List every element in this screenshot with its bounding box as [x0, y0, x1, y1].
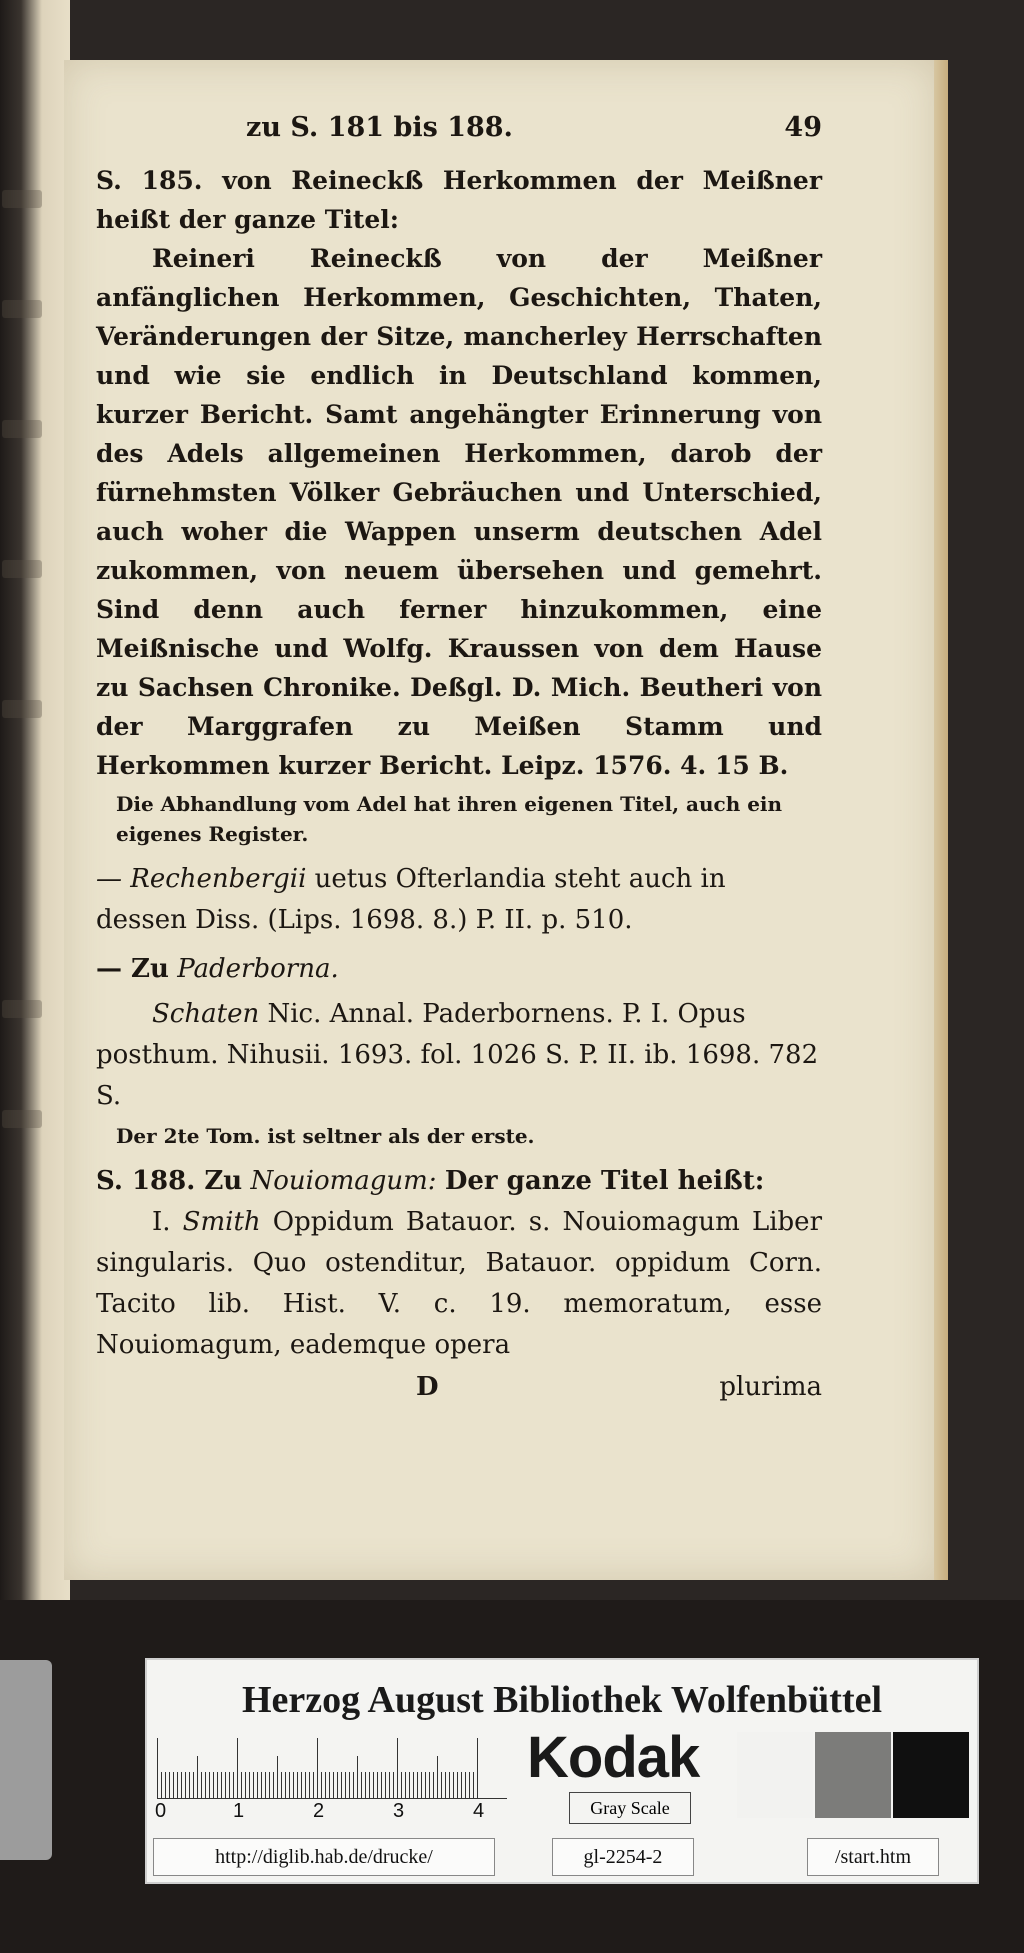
- ruler-tick: [321, 1772, 322, 1798]
- page-edge: [934, 60, 948, 1580]
- ruler-tick: [357, 1756, 358, 1798]
- place-name: Paderborna.: [177, 954, 339, 984]
- entry-prefix: S. 188. Zu: [96, 1166, 243, 1196]
- schaten-entry: [96, 994, 822, 1117]
- kodak-logo: Kodak: [527, 1725, 700, 1790]
- ruler-tick: [425, 1772, 426, 1798]
- ghost-text-mark: [2, 560, 42, 578]
- ruler-tick: [469, 1772, 470, 1798]
- ruler-tick: [413, 1772, 414, 1798]
- white-swatch: [737, 1732, 813, 1818]
- ruler-tick: [397, 1738, 398, 1798]
- catchword: plurima: [719, 1372, 822, 1402]
- ruler-tick: [185, 1772, 186, 1798]
- ruler-tick: [365, 1772, 366, 1798]
- ruler-tick: [229, 1772, 230, 1798]
- ruler-tick: [269, 1772, 270, 1798]
- ruler-tick: [261, 1772, 262, 1798]
- ruler-tick: [409, 1772, 410, 1798]
- calibration-card: [145, 1658, 979, 1884]
- ruler-tick: [333, 1772, 334, 1798]
- ruler-tick: [461, 1772, 462, 1798]
- ruler-tick: [349, 1772, 350, 1798]
- ghost-text-mark: [2, 700, 42, 718]
- ruler-tick: [445, 1772, 446, 1798]
- ruler-tick: [385, 1772, 386, 1798]
- ruler-tick: [281, 1772, 282, 1798]
- url-left: http://diglib.hab.de/drucke/: [153, 1838, 495, 1876]
- ruler-tick: [277, 1756, 278, 1798]
- ruler-tick: [265, 1772, 266, 1798]
- measurement-ruler: [155, 1732, 507, 1822]
- ruler-tick: [477, 1738, 478, 1798]
- ruler-tick: [305, 1772, 306, 1798]
- ghost-text-mark: [2, 1000, 42, 1018]
- title-paragraph: Reineri Reineckß von der Meißner anfänglichen Herkommen, Geschichten, Thaten, Veränderungen der Sitze, mancherley Herrschaften und wie sie endlich in Deutschland kommen, kurzer Bericht. Samt angehängter Erinnerung von des Adels allgemeinen Herkommen, darob der fürnehmsten Völker Gebräuchen und Unterschied, auch woher die Wappen unserm deutschen Adel zukommen, von neuem übersehen und gemehrt. Sind denn auch ferner hinzukommen, eine Meißnische und Wolfg. Kraussen von dem Hause zu Sachsen Chronike. Deßgl. D. Mich. Beutheri von der Marggrafen zu Meißen Stamm und Herkommen kurzer Bericht. Leipz. 1576. 4. 15 B.: [96, 244, 822, 780]
- ruler-tick: [273, 1772, 274, 1798]
- section-heading: S. 185. von Reineckß Herkommen der Meißner heißt der ganze Titel:: [96, 166, 822, 234]
- ruler-tick: [393, 1772, 394, 1798]
- ruler-tick: [169, 1772, 170, 1798]
- ruler-tick: [209, 1772, 210, 1798]
- page-text: [96, 112, 822, 1402]
- ruler-tick: [453, 1772, 454, 1798]
- ruler-tick: [313, 1772, 314, 1798]
- ruler-tick: [225, 1772, 226, 1798]
- ruler-tick: [193, 1772, 194, 1798]
- ruler-tick: [181, 1772, 182, 1798]
- ruler-tick: [345, 1772, 346, 1798]
- adjacent-page-strip: [0, 0, 70, 1640]
- ruler-tick: [233, 1772, 234, 1798]
- ruler-tick: [173, 1772, 174, 1798]
- ruler-tick: [197, 1756, 198, 1798]
- ruler-tick: [289, 1772, 290, 1798]
- footnote-adel: Die Abhandlung vom Adel hat ihren eigenen Titel, auch ein eigenes Register.: [116, 792, 783, 846]
- ruler-tick: [249, 1772, 250, 1798]
- ghost-text-mark: [2, 190, 42, 208]
- ruler-tick: [205, 1772, 206, 1798]
- ruler-tick: [309, 1772, 310, 1798]
- ghost-text-mark: [2, 420, 42, 438]
- ruler-tick: [217, 1772, 218, 1798]
- ruler-number: 4: [473, 1800, 485, 1822]
- author-name: — Rechenbergii: [96, 864, 307, 894]
- url-right: /start.htm: [807, 1838, 939, 1876]
- ruler-tick: [401, 1772, 402, 1798]
- ruler-tick: [245, 1772, 246, 1798]
- entry-prefix: — Zu: [96, 954, 169, 984]
- ruler-tick: [237, 1738, 238, 1798]
- running-head: zu S. 181 bis 188.: [246, 112, 513, 143]
- ruler-tick: [457, 1772, 458, 1798]
- page-number: 49: [784, 112, 822, 143]
- entry-prefix: I.: [152, 1207, 171, 1237]
- ruler-tick: [157, 1738, 158, 1798]
- ruler-tick: [161, 1772, 162, 1798]
- signature-mark: D: [416, 1372, 439, 1402]
- ruler-tick: [417, 1772, 418, 1798]
- ruler-number: 1: [233, 1800, 245, 1822]
- ruler-tick: [449, 1772, 450, 1798]
- ruler-tick: [433, 1772, 434, 1798]
- book-page: [64, 60, 936, 1580]
- ruler-tick: [253, 1772, 254, 1798]
- ruler-tick: [297, 1772, 298, 1798]
- author-name: Smith: [182, 1207, 261, 1237]
- page-footer: [96, 1372, 822, 1402]
- gray-swatch: [815, 1732, 891, 1818]
- ruler-tick: [473, 1772, 474, 1798]
- adjacent-page-edge: [0, 1660, 52, 1860]
- ruler-tick: [301, 1772, 302, 1798]
- ruler-tick: [353, 1772, 354, 1798]
- ruler-tick: [165, 1772, 166, 1798]
- gray-scale-label: Gray Scale: [569, 1792, 691, 1824]
- ruler-tick: [241, 1772, 242, 1798]
- ruler-tick: [361, 1772, 362, 1798]
- running-header: [96, 112, 822, 143]
- ruler-number: 0: [155, 1800, 167, 1822]
- ruler-tick: [341, 1772, 342, 1798]
- entry-text: Nic. Annal. Paderbornens. P. I. Opus posthum. Nihusii. 1693. fol. 1026 S. P. II. ib. 1698. 782 S.: [96, 999, 819, 1111]
- ruler-tick: [441, 1772, 442, 1798]
- ghost-text-mark: [2, 300, 42, 318]
- ruler-tick: [329, 1772, 330, 1798]
- ruler-tick: [337, 1772, 338, 1798]
- ruler-tick: [221, 1772, 222, 1798]
- ruler-tick: [189, 1772, 190, 1798]
- ruler-number: 2: [313, 1800, 325, 1822]
- paderborn-entry: [96, 949, 822, 990]
- ruler-tick: [389, 1772, 390, 1798]
- ghost-text-mark: [2, 1110, 42, 1128]
- ruler-tick: [381, 1772, 382, 1798]
- author-name: Schaten: [152, 999, 260, 1029]
- library-title: Herzog August Bibliothek Wolfenbüttel: [241, 1679, 883, 1721]
- ruler-tick: [429, 1772, 430, 1798]
- footnote-tom: Der 2te Tom. ist seltner als der erste.: [116, 1124, 535, 1148]
- ruler-tick: [377, 1772, 378, 1798]
- ruler-tick: [177, 1772, 178, 1798]
- ruler-tick: [465, 1772, 466, 1798]
- ruler-tick: [293, 1772, 294, 1798]
- ruler-number: 3: [393, 1800, 405, 1822]
- entry-text: Der ganze Titel heißt:: [444, 1166, 765, 1196]
- ruler-tick: [285, 1772, 286, 1798]
- black-swatch: [893, 1732, 969, 1818]
- rechenberg-entry: [96, 859, 822, 941]
- ruler-tick: [437, 1756, 438, 1798]
- smith-entry: [96, 1202, 822, 1366]
- ruler-tick: [257, 1772, 258, 1798]
- ruler-tick: [369, 1772, 370, 1798]
- ruler-tick: [373, 1772, 374, 1798]
- ruler-tick: [317, 1738, 318, 1798]
- ruler-tick: [213, 1772, 214, 1798]
- ruler-tick: [201, 1772, 202, 1798]
- entry-text: Oppidum Batauor. s. Nouiomagum Liber singularis. Quo ostenditur, Batauor. oppidum Corn. Tacito lib. Hist. V. c. 19. memoratum, esse Nouiomagum, eademque opera: [96, 1207, 822, 1360]
- entry-text: uetus Ofterlandia steht auch in dessen Diss. (Lips. 1698. 8.) P. II. p. 510.: [96, 864, 726, 935]
- s188-entry: [96, 1161, 822, 1202]
- ruler-tick: [421, 1772, 422, 1798]
- ruler-tick: [325, 1772, 326, 1798]
- ruler-tick: [405, 1772, 406, 1798]
- item-code: gl-2254-2: [552, 1838, 694, 1876]
- place-name: Nouiomagum:: [250, 1166, 437, 1196]
